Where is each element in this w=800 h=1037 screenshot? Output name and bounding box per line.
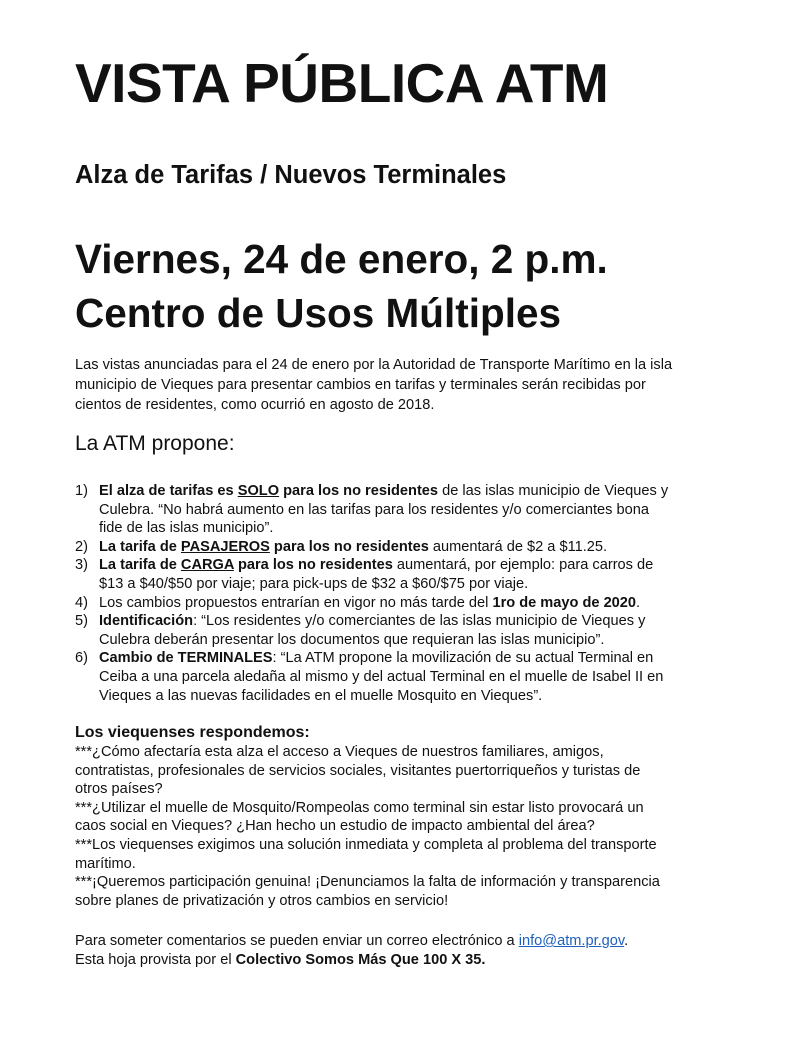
proposal-bold: para los no residentes (269, 538, 429, 555)
proposal-number: 6) (75, 650, 88, 667)
response-section (75, 723, 745, 910)
intro-paragraph (75, 355, 735, 415)
proposal-bold: La tarifa de (99, 538, 181, 555)
response-line: ***¡Queremos participación genuina! ¡Denunciamos la falta de información y transparencia (75, 874, 660, 891)
proposal-bold: para los no residentes (233, 557, 393, 574)
proposal-item-6 (75, 649, 745, 705)
response-line: ***¿Utilizar el muelle de Mosquito/Rompeolas como terminal sin estar listo provocará un (75, 799, 644, 816)
response-line: marítimo. (75, 855, 136, 872)
intro-line: municipio de Vieques para presentar cambios en tarifas y terminales serán recibidas por (75, 377, 646, 393)
comment-text: Para someter comentarios se pueden enviar un correo electrónico a (75, 933, 519, 949)
response-line: caos social en Vieques? ¿Han hecho un estudio de impacto ambiental del área? (75, 818, 595, 835)
proposal-list (75, 482, 745, 705)
proposal-line (99, 612, 745, 631)
event-date-time: Viernes, 24 de enero, 2 p.m. (75, 236, 608, 282)
proposal-text: aumentará de $2 a $11.25. (428, 538, 608, 555)
proposal-bold: La tarifa de (99, 557, 181, 574)
proposal-item-1 (75, 482, 745, 538)
proposal-line: Vieques a las nuevas facilidades en el muelle Mosquito en Vieques”. (99, 687, 543, 704)
proposal-number: 4) (75, 594, 88, 611)
proposal-underline: SOLO (237, 483, 280, 499)
proposal-number: 5) (75, 613, 88, 630)
proposal-line: fide de las islas municipio”. (99, 520, 274, 537)
proposal-number: 2) (75, 538, 88, 555)
proposal-line (99, 649, 745, 668)
proposal-heading: La ATM propone: (75, 432, 235, 455)
proposal-line: Ceiba a una parcela aledaña al mismo y del actual Terminal en el muelle de Isabel II en (99, 668, 664, 685)
proposal-item-5 (75, 612, 745, 649)
email-link[interactable]: info@atm.pr.gov (518, 933, 625, 949)
proposal-number: 1) (75, 483, 88, 499)
comment-end: . (624, 933, 629, 949)
proposal-bold: El alza de tarifas es (99, 483, 238, 499)
proposal-text: aumentará, por ejemplo: para carros de (392, 557, 654, 574)
proposal-item-3 (75, 556, 745, 593)
credit-text: Esta hoja provista por el (75, 951, 236, 968)
credit-line (75, 951, 745, 970)
event-location: Centro de Usos Múltiples (75, 290, 562, 336)
proposal-text: : “La ATM propone la movilización de su actual Terminal en (272, 650, 654, 667)
proposal-bold: Cambio de TERMINALES (99, 650, 273, 667)
intro-line: Las vistas anunciadas para el 24 de enero por la Autoridad de Transporte Marítimo en la isla (75, 357, 673, 373)
proposal-line (99, 482, 745, 501)
proposal-item-4 (75, 594, 745, 613)
proposal-line: Culebra. “No habrá aumento en las tarifas para los residentes y/o comerciantes bona (99, 501, 649, 518)
proposal-line: Culebra deberán presentar los documentos que requieran las islas municipio”. (99, 631, 605, 648)
proposal-bold: 1ro de mayo de 2020 (492, 594, 637, 611)
proposal-number: 3) (75, 557, 88, 574)
proposal-text: : “Los residentes y/o comerciantes de las islas municipio de Vieques y (193, 613, 646, 630)
proposal-underline: PASAJEROS (180, 538, 270, 555)
comment-line (75, 932, 745, 951)
response-line: ***¿Cómo afectaría esta alza el acceso a Vieques de nuestros familiares, amigos, (75, 744, 604, 760)
response-line: otros países? (75, 781, 163, 798)
page-title: VISTA PÚBLICA ATM (75, 52, 609, 114)
response-line: sobre planes de privatización y otros cambios en servicio! (75, 892, 449, 909)
proposal-text: Los cambios propuestos entrarían en vigor no más tarde del (99, 594, 493, 611)
proposal-line (99, 594, 745, 613)
event-info (75, 232, 608, 340)
intro-line: cientos de residentes, como ocurrió en agosto de 2018. (75, 397, 435, 413)
proposal-text: de las islas municipio de Vieques y (438, 483, 669, 499)
proposal-text: . (636, 594, 641, 611)
response-line: ***Los viequenses exigimos una solución inmediata y completa al problema del transporte (75, 836, 657, 853)
proposal-line (99, 556, 745, 575)
proposal-bold: para los no residentes (279, 483, 439, 499)
proposal-item-2 (75, 538, 745, 557)
footer (75, 932, 745, 969)
proposal-line (99, 538, 745, 557)
proposal-bold: Identificación (99, 613, 194, 630)
subtitle: Alza de Tarifas / Nuevos Terminales (75, 161, 507, 189)
proposal-underline: CARGA (180, 557, 234, 574)
proposal-line: $13 a $40/$50 por viaje; para pick-ups de $32 a $60/$75 por viaje. (99, 575, 529, 592)
response-heading: Los viequenses respondemos: (75, 724, 310, 741)
response-line: contratistas, profesionales de servicios sociales, visitantes puertorriqueños y turistas de (75, 762, 641, 779)
credit-bold: Colectivo Somos Más Que 100 X 35. (235, 951, 486, 968)
